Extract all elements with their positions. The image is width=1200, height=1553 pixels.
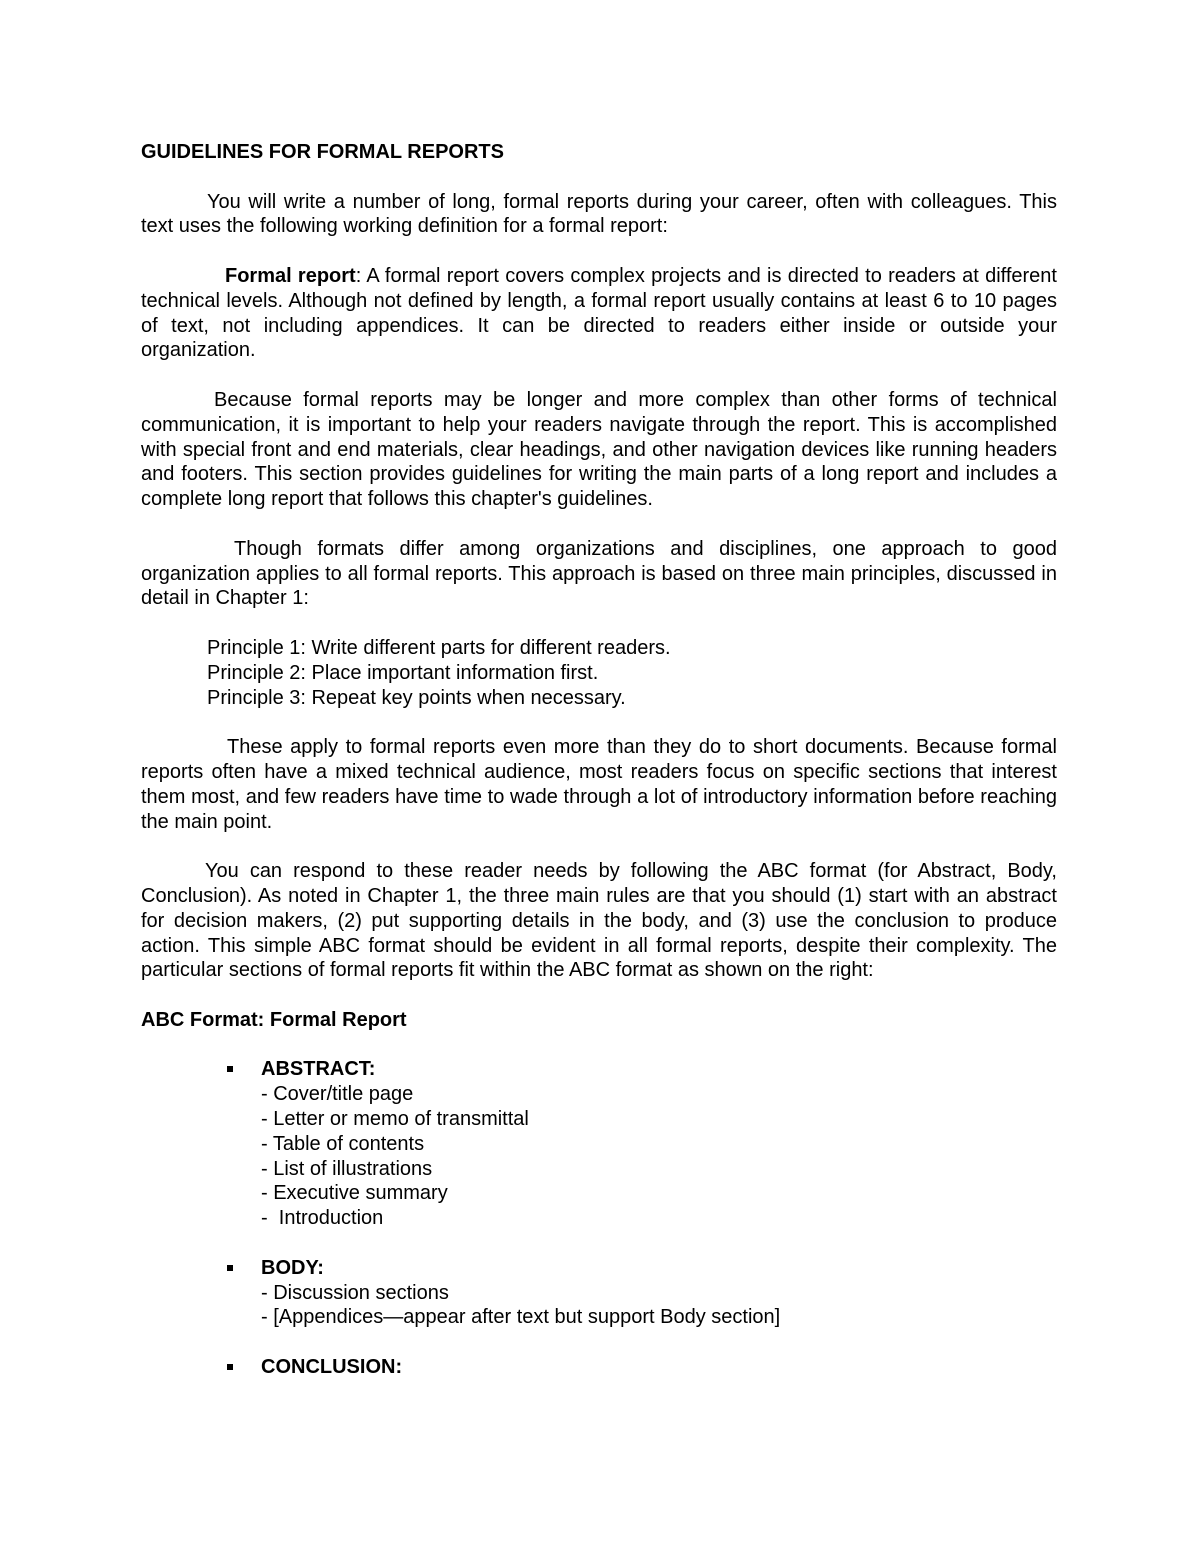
list-item: - Discussion sections [261, 1281, 449, 1304]
principle-item: Principle 1: Write different parts for different readers. [207, 636, 671, 659]
principles-list [207, 636, 1057, 710]
document-page [141, 140, 1057, 1405]
definition-term: Formal report [225, 264, 356, 287]
principle-item: Principle 3: Repeat key points when necessary. [207, 686, 626, 709]
list-item: - Executive summary [261, 1182, 448, 1205]
list-item: - Table of contents [261, 1132, 425, 1155]
section-items [261, 1082, 1057, 1231]
list-item: - Cover/title page [261, 1083, 414, 1106]
navigation-paragraph: Because formal reports may be longer and more complex than other forms of technical communication, it is important to help your readers navigate through the report. This is accomplished with special front and end materials, clear headings, and other navigation devices like running headers and footers. This section provides guidelines for writing the main parts of a long report and includes a complete long report that follows this chapter's guidelines. [141, 388, 1057, 511]
definition-paragraph [141, 264, 1057, 363]
section-label: ABSTRACT: [261, 1058, 376, 1081]
section-items [261, 1281, 1057, 1331]
section-label: CONCLUSION: [261, 1356, 403, 1379]
square-bullet-icon [227, 1364, 233, 1370]
abc-sections-list [141, 1057, 1057, 1379]
definition-text: A formal report covers complex projects and is directed to readers at different technical levels. Although not defined by length, a formal report usually contains at least 6 to 10 pages of text, not including appendices. It can be directed to readers either inside or outside your organization. [141, 264, 1057, 362]
formats-paragraph: Though formats differ among organizations and disciplines, one approach to good organization applies to all formal reports. This approach is based on three main principles, discussed in detail in Chapter 1: [141, 537, 1057, 610]
abc-section-body [141, 1256, 1057, 1330]
list-item: - Letter or memo of transmittal [261, 1108, 529, 1131]
square-bullet-icon [227, 1265, 233, 1271]
list-item: - [Appendices—appear after text but support Body section] [261, 1306, 781, 1329]
square-bullet-icon [227, 1066, 233, 1072]
section-label: BODY: [261, 1256, 324, 1279]
list-item: - List of illustrations [261, 1157, 433, 1180]
definition-separator: : [355, 264, 362, 287]
principle-item: Principle 2: Place important information first. [207, 661, 599, 684]
intro-paragraph: You will write a number of long, formal reports during your career, often with colleagues. This text uses the following working definition for a formal report: [141, 190, 1057, 238]
abc-section-conclusion [141, 1355, 1057, 1380]
abc-heading: ABC Format: Formal Report [141, 1008, 407, 1031]
abc-paragraph: You can respond to these reader needs by following the ABC format (for Abstract, Body, Conclusion). As noted in Chapter 1, the three main rules are that you should (1) start with an abstract for decision makers, (2) put supporting details in the body, and (3) use the conclusion to produce action. This simple ABC format should be evident in all formal reports, despite their complexity. The particular sections of formal reports fit within the ABC format as shown on the right: [141, 860, 1057, 982]
abc-section-abstract [141, 1057, 1057, 1231]
apply-paragraph: These apply to formal reports even more than they do to short documents. Because formal reports often have a mixed technical audience, most readers focus on specific sections that interest them most, and few readers have time to wade through a lot of introductory information before reaching the main point. [141, 736, 1057, 833]
list-item: - Introduction [261, 1207, 384, 1230]
document-title: GUIDELINES FOR FORMAL REPORTS [141, 141, 504, 163]
